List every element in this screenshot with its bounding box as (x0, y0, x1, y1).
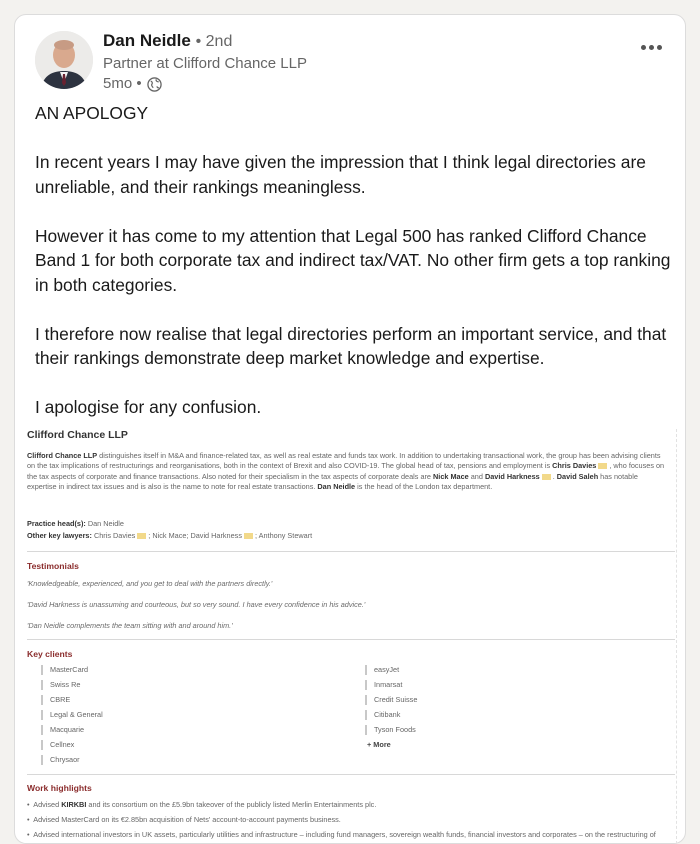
divider (27, 774, 675, 775)
post-options-button[interactable] (635, 37, 667, 57)
avatar[interactable] (35, 31, 93, 89)
testimonial: 'Knowledgeable, experienced, and you get to deal with the partners directly.' (27, 579, 273, 588)
post-time: 5mo • (103, 75, 142, 92)
post-meta (103, 74, 307, 94)
post-paragraph: In recent years I may have given the impression that I think legal directories are unreliable, and their rankings meaningless. (35, 152, 646, 197)
client-item: Swiss Re (41, 680, 80, 690)
client-item: Cellnex (41, 740, 74, 750)
author-name[interactable]: Dan Neidle (103, 31, 191, 50)
post-card (14, 14, 686, 844)
post-paragraph: I apologise for any confusion. (35, 397, 262, 417)
post-paragraph: I therefore now realise that legal directories perform an important service, and that their rankings demonstrate deep market knowledge and expertise. (35, 323, 667, 368)
post-paragraph: AN APOLOGY (35, 103, 149, 123)
client-item: MasterCard (41, 665, 88, 675)
attached-image[interactable] (23, 429, 679, 844)
divider (27, 639, 675, 640)
more-clients-link: + More (367, 740, 391, 749)
client-item: easyJet (365, 665, 399, 675)
key-clients-heading: Key clients (27, 649, 73, 659)
client-item: Credit Suisse (365, 695, 417, 705)
globe-icon (147, 77, 162, 92)
client-item: Macquarie (41, 725, 84, 735)
client-item: Legal & General (41, 710, 103, 720)
work-highlight: • Advised KIRKBI and its consortium on the £5.9bn takeover of the publicly listed Merlin Entertainments plc. (27, 800, 377, 809)
testimonial: 'David Harkness is unassuming and courteous, but so very sound. I have every confidence in his advice.' (27, 600, 366, 609)
ranking-badge-icon (598, 463, 607, 469)
firm-description: Clifford Chance LLP distinguishes itself in M&A and finance-related tax, as well as real estate and funds tax work. In addition to undertaking transactional work, the group has been advising clients on the tax implications of restructurings and reorganisations, both in the context of Brexit and also COVID-19. The global head of tax, pensions and employment is Chris Davies , who focuses on the tax aspects of corporate and finance transactions. Also noted for their specialism in the tax aspects of corporate deals are Nick Mace and David Harkness . David Saleh has notable expertise in indirect tax issues and is also is the name to note for real estate transactions. Dan Neidle is the head of the London tax department. (27, 451, 665, 492)
avatar-image (35, 31, 93, 89)
author-headline: Partner at Clifford Chance LLP (103, 55, 308, 72)
client-item: CBRE (41, 695, 70, 705)
testimonial: 'Dan Neidle complements the team sitting with and around him.' (27, 621, 233, 630)
work-highlights-heading: Work highlights (27, 783, 92, 793)
client-item: Citibank (365, 710, 400, 720)
other-key-lawyers: Other key lawyers: Chris Davies ; Nick Mace; David Harkness ; Anthony Stewart (27, 531, 313, 540)
post-header (35, 29, 667, 105)
client-item: Tyson Foods (365, 725, 416, 735)
work-highlight: • Advised international investors in UK assets, particularly utilities and infrastructure – including fund managers, sovereign wealth funds, financial investors and corporates – on the restructuring of (27, 830, 656, 839)
ellipsis-icon (641, 45, 646, 50)
post-paragraph: However it has come to my attention that Legal 500 has ranked Clifford Chance Band 1 for both corporate tax and indirect tax/VAT. No other firm gets a top ranking in both categories. (35, 225, 671, 295)
firm-title: Clifford Chance LLP (27, 429, 128, 441)
ranking-badge-icon (137, 533, 146, 539)
ranking-badge-icon (542, 474, 551, 480)
author-block (103, 29, 307, 94)
divider (27, 551, 675, 552)
post-text (35, 101, 671, 444)
connection-degree: • 2nd (195, 33, 233, 50)
ranking-badge-icon (244, 533, 253, 539)
client-item: Chrysaor (41, 755, 80, 765)
testimonials-heading: Testimonials (27, 561, 79, 571)
image-edge (675, 429, 677, 844)
client-item: Inmarsat (365, 680, 402, 690)
work-highlight: • Advised MasterCard on its €2.85bn acquisition of Nets' account-to-account payments business. (27, 815, 341, 824)
practice-heads: Practice head(s): Dan Neidle (27, 519, 124, 528)
